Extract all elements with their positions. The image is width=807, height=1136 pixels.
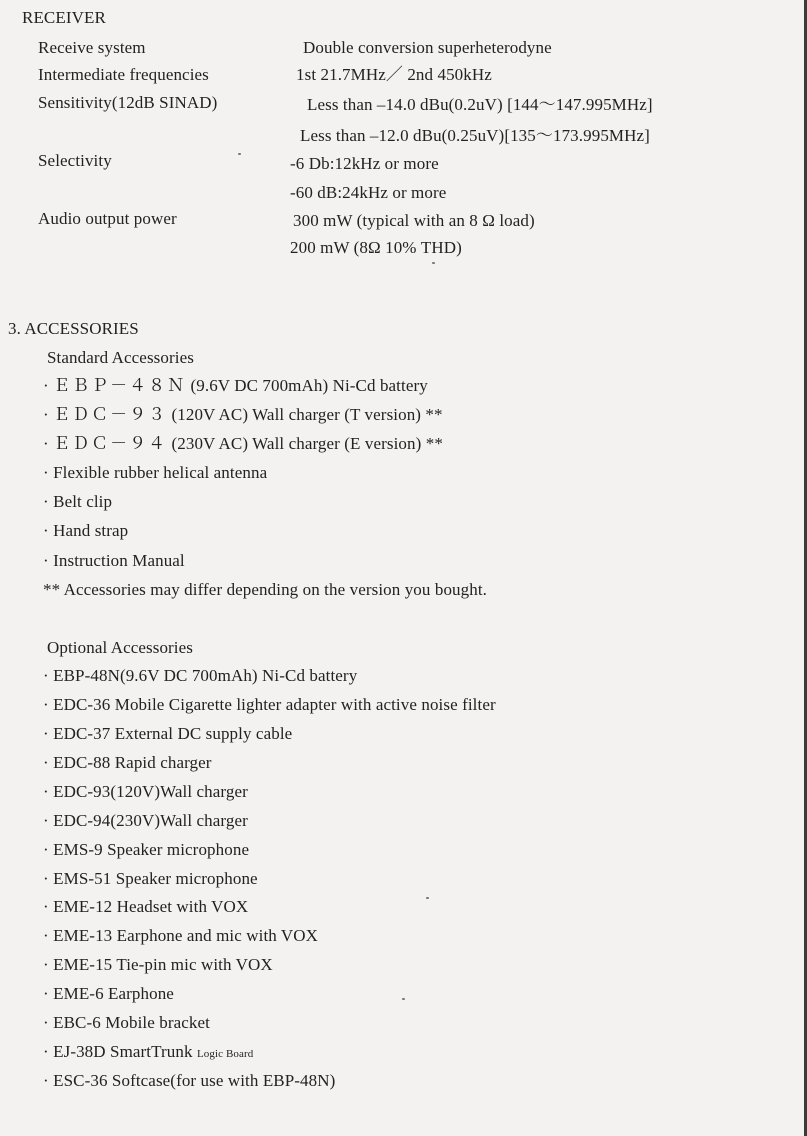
bullet: · xyxy=(43,1013,49,1032)
scan-speck xyxy=(432,262,435,264)
standard-item xyxy=(43,376,428,396)
item-text: EDC-93(120V)Wall charger xyxy=(53,782,248,801)
spec-value-audio-output-1: 300 mW (typical with an 8 Ω load) xyxy=(293,211,535,230)
spec-value-selectivity-1: -6 Db:12kHz or more xyxy=(290,154,439,173)
receiver-heading: RECEIVER xyxy=(22,8,106,27)
bullet: · xyxy=(43,434,49,453)
scan-speck xyxy=(402,998,405,1000)
bullet: · xyxy=(43,869,49,888)
bullet: · xyxy=(43,551,49,570)
item-text: EMS-9 Speaker microphone xyxy=(53,840,250,859)
spec-value-receive-system: Double conversion superheterodyne xyxy=(303,38,552,57)
standard-item xyxy=(43,521,128,541)
spec-value-selectivity-2: -60 dB:24kHz or more xyxy=(290,183,447,202)
bullet: · xyxy=(43,666,49,685)
bullet: · xyxy=(43,984,49,1003)
optional-item xyxy=(43,984,174,1004)
item-text: Hand strap xyxy=(53,521,129,540)
standard-item xyxy=(43,492,112,512)
item-text: ESC-36 Softcase(for use with EBP-48N) xyxy=(53,1071,336,1090)
bullet: · xyxy=(43,782,49,801)
item-text: EME-12 Headset with VOX xyxy=(53,897,249,916)
item-text: EJ-38D SmartTrunk xyxy=(53,1042,193,1061)
spec-value-sensitivity-2: Less than –12.0 dBu(0.25uV)[135～173.995MHz] xyxy=(300,126,650,145)
bullet: · xyxy=(43,695,49,714)
bullet: · xyxy=(43,897,49,916)
bullet: · xyxy=(43,492,49,511)
spec-label-audio-output: Audio output power xyxy=(38,209,177,228)
bullet: · xyxy=(43,955,49,974)
spec-value-audio-output-2: 200 mW (8Ω 10% THD) xyxy=(290,238,462,257)
bullet: · xyxy=(43,724,49,743)
optional-item xyxy=(43,840,249,860)
accessories-heading: 3. ACCESSORIES xyxy=(8,319,139,338)
bullet: · xyxy=(43,521,49,540)
item-text: EME-6 Earphone xyxy=(53,984,174,1003)
item-code: ＥＤＣ－９３ xyxy=(53,405,168,424)
item-text: EDC-36 Mobile Cigarette lighter adapter with active noise filter xyxy=(53,695,496,714)
item-text: EDC-37 External DC supply cable xyxy=(53,724,293,743)
optional-item xyxy=(43,897,248,917)
item-text: (120V AC) Wall charger (T version) ** xyxy=(171,405,443,424)
item-text: EMS-51 Speaker microphone xyxy=(53,869,258,888)
bullet: · xyxy=(43,811,49,830)
optional-item xyxy=(43,1013,210,1033)
optional-item xyxy=(43,811,248,831)
item-text: EBP-48N(9.6V DC 700mAh) Ni-Cd battery xyxy=(53,666,358,685)
optional-item xyxy=(43,724,292,744)
optional-item xyxy=(43,695,496,715)
item-text: EDC-88 Rapid charger xyxy=(53,753,212,772)
spec-label-sensitivity: Sensitivity(12dB SINAD) xyxy=(38,93,218,112)
item-text: Instruction Manual xyxy=(53,551,185,570)
item-code: ＥＤＣ－９４ xyxy=(53,434,168,453)
spec-value-intermediate-frequencies: 1st 21.7MHz／ 2nd 450kHz xyxy=(296,65,492,84)
item-text: EDC-94(230V)Wall charger xyxy=(53,811,248,830)
optional-accessories-heading: Optional Accessories xyxy=(47,638,193,657)
optional-item xyxy=(43,1071,335,1091)
standard-item xyxy=(43,405,443,425)
optional-item xyxy=(43,926,318,946)
item-code: ＥＢＰ－４８Ｎ xyxy=(53,376,187,395)
logic-board-label: Logic Board xyxy=(196,1048,254,1060)
spec-label-intermediate-frequencies: Intermediate frequencies xyxy=(38,65,209,84)
accessories-note: ** Accessories may differ depending on the version you bought. xyxy=(43,580,488,599)
optional-item xyxy=(43,782,248,802)
optional-item xyxy=(43,955,273,975)
bullet: · xyxy=(43,405,49,424)
optional-item xyxy=(43,869,258,889)
bullet: · xyxy=(43,376,49,395)
item-text: Flexible rubber helical antenna xyxy=(53,463,268,482)
standard-accessories-heading: Standard Accessories xyxy=(47,348,194,367)
spec-value-sensitivity-1: Less than –14.0 dBu(0.2uV) [144～147.995MHz] xyxy=(307,95,653,114)
bullet: · xyxy=(43,1071,49,1090)
bullet: · xyxy=(43,753,49,772)
optional-item xyxy=(43,753,212,773)
item-text: Belt clip xyxy=(53,492,113,511)
standard-item xyxy=(43,551,185,571)
item-text: EME-15 Tie-pin mic with VOX xyxy=(53,955,273,974)
item-text: (9.6V DC 700mAh) Ni-Cd battery xyxy=(190,376,428,395)
standard-item xyxy=(43,434,443,454)
spec-label-receive-system: Receive system xyxy=(38,38,146,57)
spec-label-selectivity: Selectivity xyxy=(38,151,112,170)
scan-speck xyxy=(238,153,241,155)
bullet: · xyxy=(43,1042,49,1061)
item-text: EME-13 Earphone and mic with VOX xyxy=(53,926,319,945)
item-text: EBC-6 Mobile bracket xyxy=(53,1013,210,1032)
bullet: · xyxy=(43,926,49,945)
scan-speck xyxy=(426,897,429,899)
bullet: · xyxy=(43,840,49,859)
standard-item xyxy=(43,463,267,483)
bullet: · xyxy=(43,463,49,482)
optional-item xyxy=(43,1042,253,1064)
item-text: (230V AC) Wall charger (E version) ** xyxy=(171,434,443,453)
optional-item xyxy=(43,666,357,686)
